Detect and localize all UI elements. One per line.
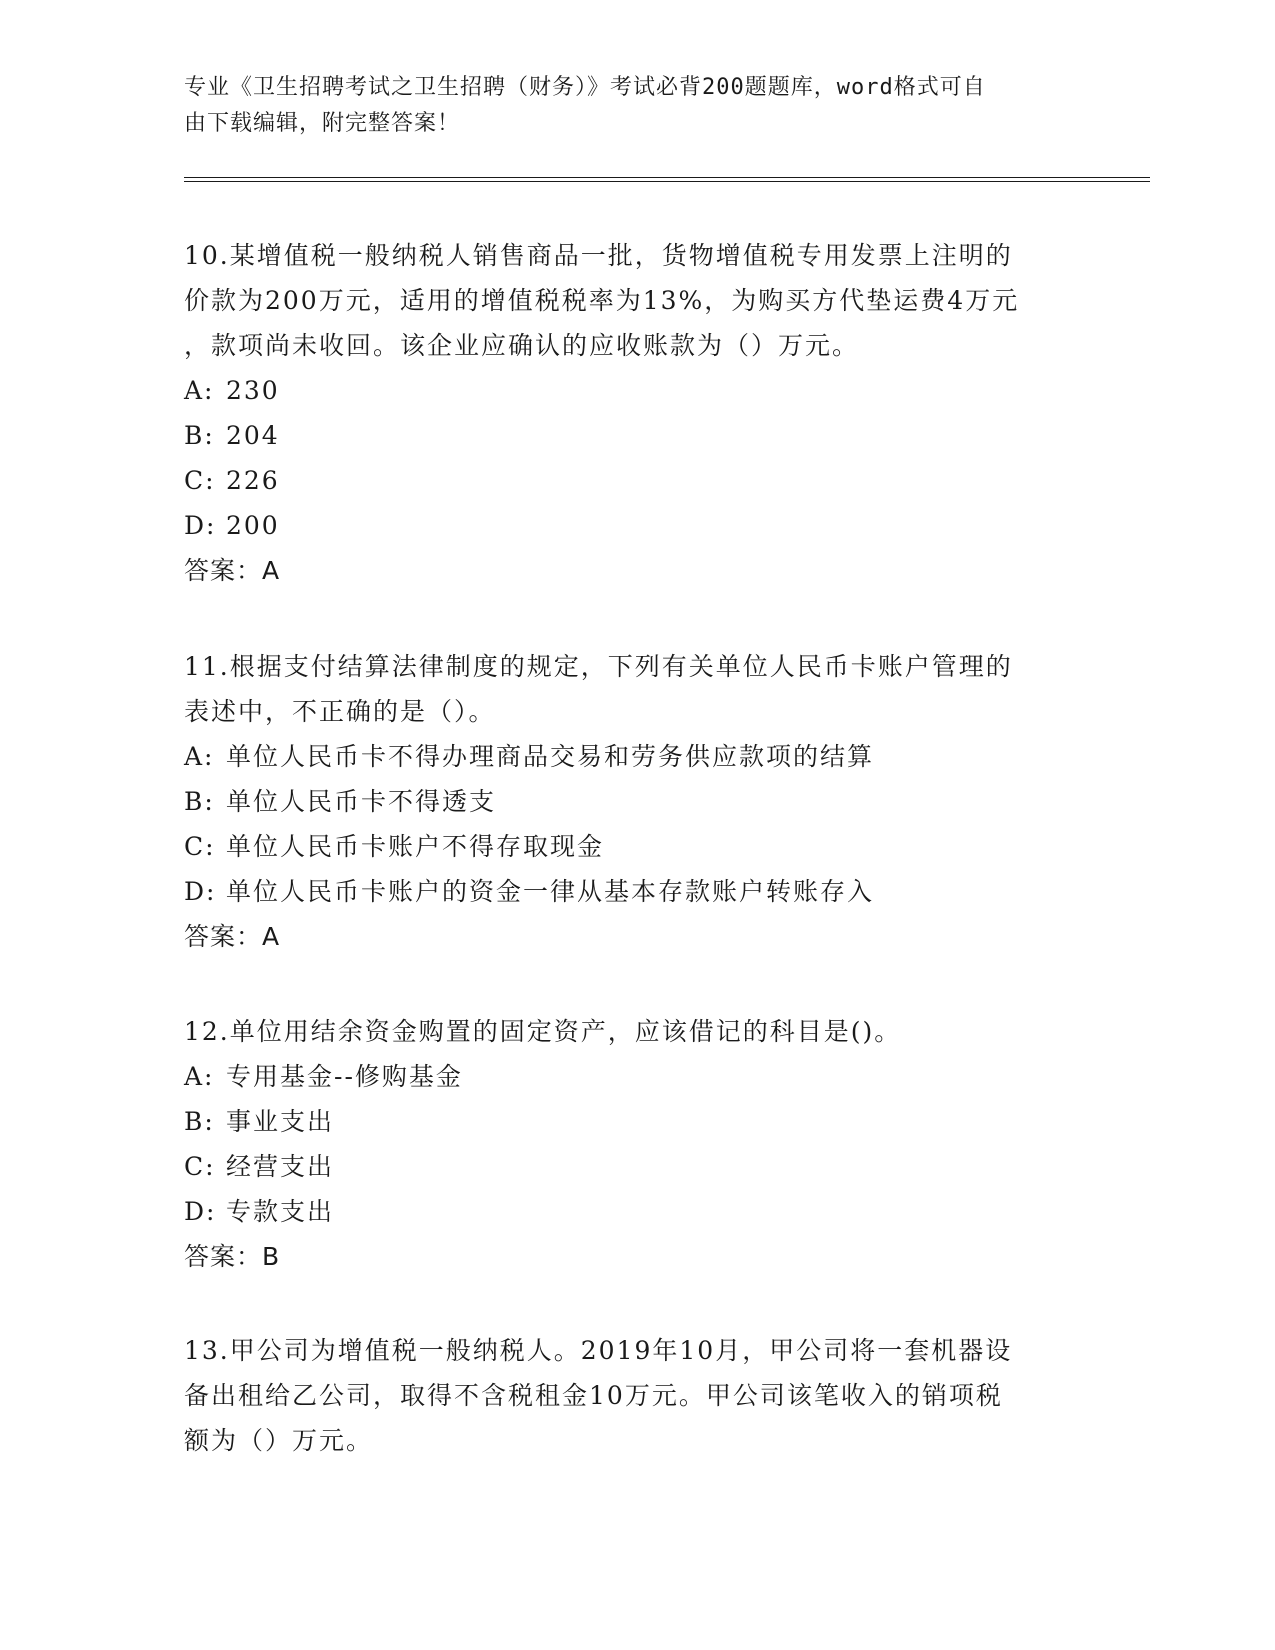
header-divider-top xyxy=(184,177,1150,178)
document-header xyxy=(184,70,1064,142)
option-text: 226 xyxy=(226,466,280,495)
option-letter: C: xyxy=(184,466,216,495)
option-text: 经营支出 xyxy=(226,1152,335,1181)
option-text: 事业支出 xyxy=(226,1107,335,1136)
question-stem-line: 10.某增值税一般纳税人销售商品一批，货物增值税专用发票上注明的 xyxy=(184,241,1013,270)
question-stem-line: 12.单位用结余资金购置的固定资产，应该借记的科目是()。 xyxy=(184,1017,902,1046)
option-b xyxy=(184,779,1084,824)
option-text: 专款支出 xyxy=(226,1197,335,1226)
option-text: 200 xyxy=(226,511,280,540)
option-c xyxy=(184,458,1084,503)
header-line-2: 由下载编辑，附完整答案！ xyxy=(184,111,461,136)
option-a xyxy=(184,1054,1084,1099)
option-letter: B: xyxy=(184,1107,215,1136)
option-letter: B: xyxy=(184,421,215,450)
answer-line: 答案：B xyxy=(184,1242,281,1271)
option-letter: A: xyxy=(184,376,215,405)
option-b xyxy=(184,413,1084,458)
option-text: 专用基金--修购基金 xyxy=(226,1062,463,1091)
option-letter: D: xyxy=(184,1197,217,1226)
answer-line: 答案：A xyxy=(184,556,281,585)
option-letter: D: xyxy=(184,511,217,540)
question-stem-line: 额为（）万元。 xyxy=(184,1426,374,1455)
option-text: 单位人民币卡不得透支 xyxy=(226,787,497,816)
question-stem-line: ，款项尚未收回。该企业应确认的应收账款为（）万元。 xyxy=(184,331,860,360)
option-letter: C: xyxy=(184,832,216,861)
question-13 xyxy=(184,1328,1084,1463)
option-text: 单位人民币卡不得办理商品交易和劳务供应款项的结算 xyxy=(226,742,875,771)
option-a xyxy=(184,734,1084,779)
header-line-1: 专业《卫生招聘考试之卫生招聘（财务）》考试必背200题题库，word格式可自 xyxy=(184,75,986,100)
question-stem-line: 表述中，不正确的是（）。 xyxy=(184,697,496,726)
option-c xyxy=(184,824,1084,869)
option-d xyxy=(184,869,1084,914)
option-text: 230 xyxy=(226,376,280,405)
question-stem-line: 13.甲公司为增值税一般纳税人。2019年10月，甲公司将一套机器设 xyxy=(184,1336,1013,1365)
option-letter: C: xyxy=(184,1152,216,1181)
option-text: 单位人民币卡账户不得存取现金 xyxy=(226,832,605,861)
question-11 xyxy=(184,644,1084,959)
question-10 xyxy=(184,233,1084,593)
option-letter: B: xyxy=(184,787,215,816)
option-d xyxy=(184,1189,1084,1234)
question-stem-line: 价款为200万元，适用的增值税税率为13%，为购买方代垫运费4万元 xyxy=(184,286,1020,315)
option-text: 204 xyxy=(226,421,280,450)
question-stem-line: 备出租给乙公司，取得不含税租金10万元。甲公司该笔收入的销项税 xyxy=(184,1381,1003,1410)
option-a xyxy=(184,368,1084,413)
option-text: 单位人民币卡账户的资金一律从基本存款账户转账存入 xyxy=(226,877,875,906)
option-d xyxy=(184,503,1084,548)
option-c xyxy=(184,1144,1084,1189)
option-letter: D: xyxy=(184,877,217,906)
question-12 xyxy=(184,1009,1084,1279)
question-stem-line: 11.根据支付结算法律制度的规定，下列有关单位人民币卡账户管理的 xyxy=(184,652,1013,681)
option-letter: A: xyxy=(184,1062,215,1091)
option-letter: A: xyxy=(184,742,215,771)
header-divider-bottom xyxy=(184,181,1150,182)
answer-line: 答案：A xyxy=(184,922,281,951)
option-b xyxy=(184,1099,1084,1144)
